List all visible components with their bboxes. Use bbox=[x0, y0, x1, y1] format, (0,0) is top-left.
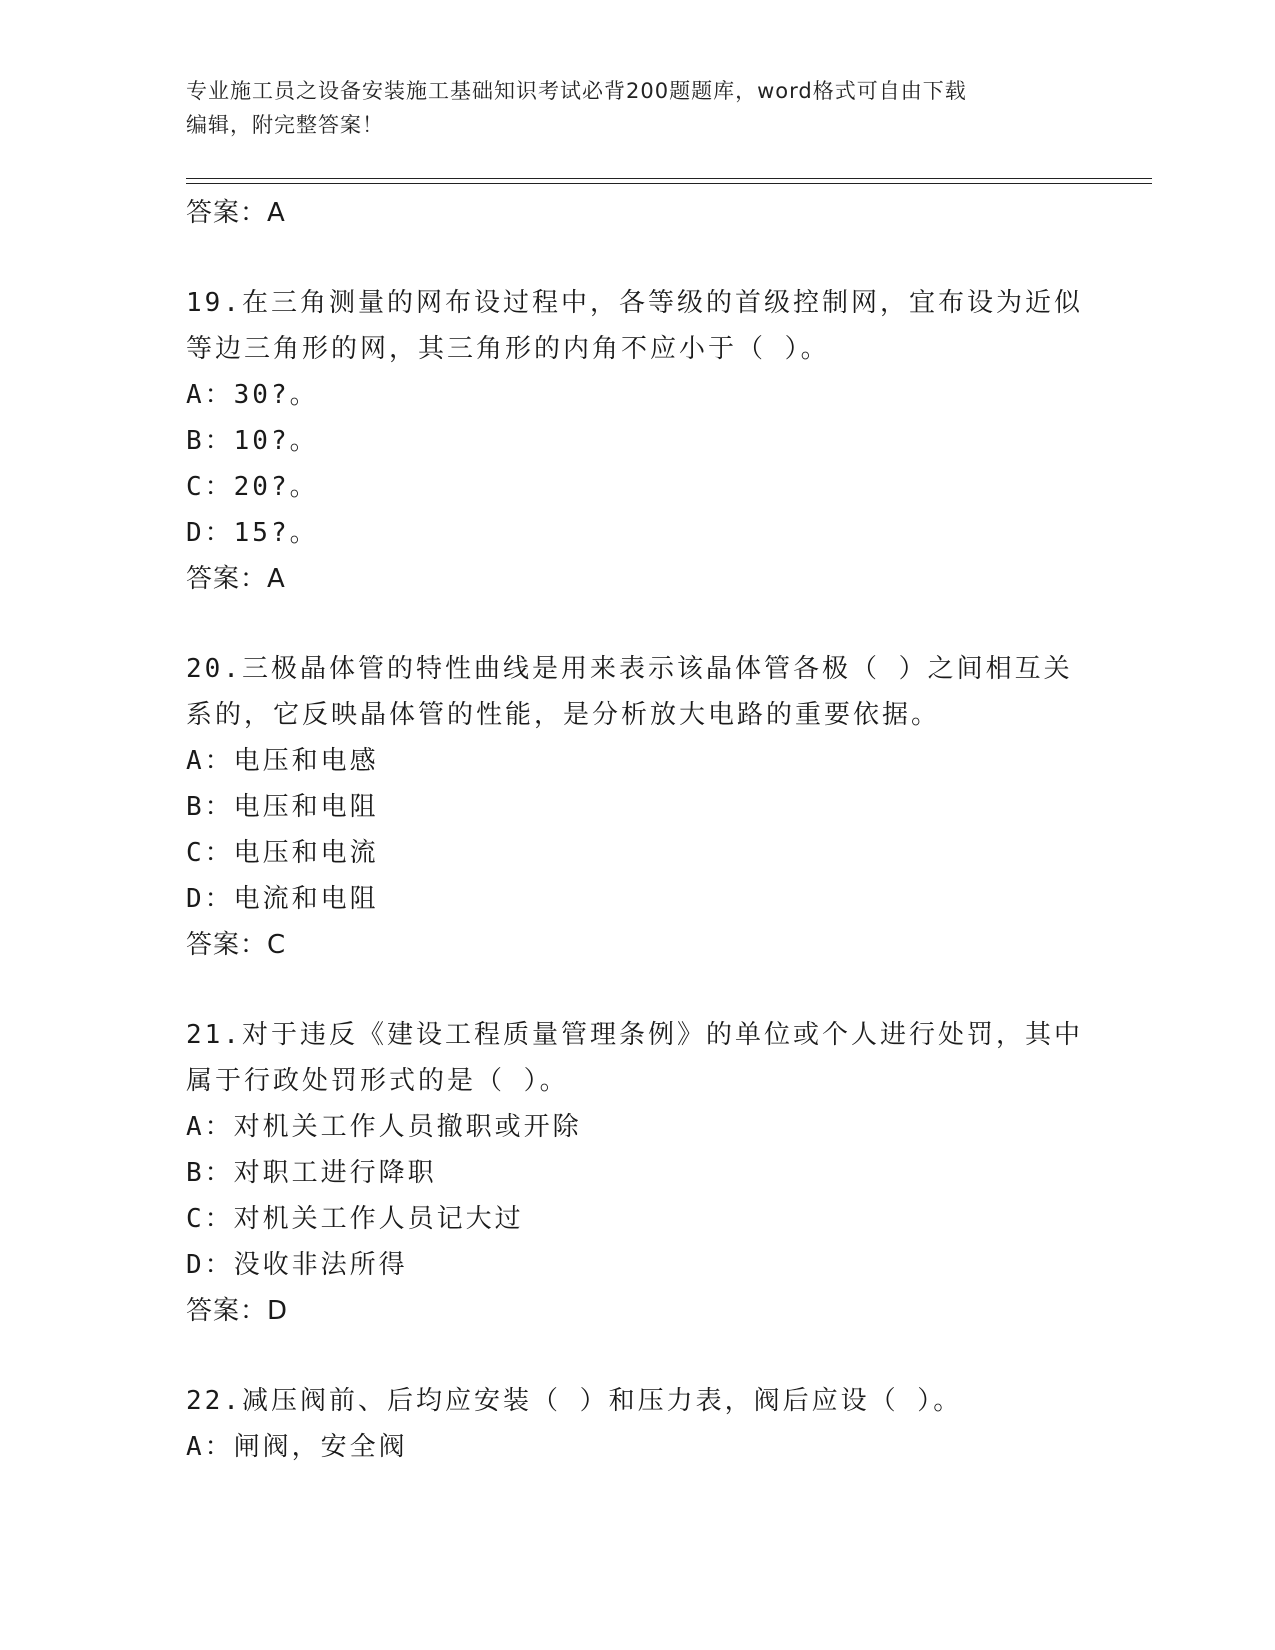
question-text: 等边三角形的网，其三角形的内角不应小于（ ）。 bbox=[186, 334, 830, 364]
question-19 bbox=[186, 280, 1086, 602]
option-b: B：对职工进行降职 bbox=[186, 1158, 437, 1188]
answer-18: 答案：A bbox=[186, 198, 286, 228]
option-a: A：对机关工作人员撤职或开除 bbox=[186, 1112, 582, 1142]
question-text: 系的，它反映晶体管的性能，是分析放大电路的重要依据。 bbox=[186, 700, 941, 730]
option-c: C：20?。 bbox=[186, 472, 319, 502]
page-header bbox=[186, 74, 1066, 142]
option-a: A：30?。 bbox=[186, 380, 319, 410]
question-21 bbox=[186, 1012, 1086, 1334]
answer: 答案：C bbox=[186, 930, 287, 960]
option-b: B：电压和电阻 bbox=[186, 792, 379, 822]
answer: 答案：D bbox=[186, 1296, 289, 1326]
option-a: A：闸阀，安全阀 bbox=[186, 1432, 408, 1462]
question-text: 属于行政处罚形式的是（ ）。 bbox=[186, 1066, 569, 1096]
option-d: D：没收非法所得 bbox=[186, 1250, 408, 1280]
question-20 bbox=[186, 646, 1086, 968]
answer: 答案：A bbox=[186, 564, 286, 594]
option-b: B：10?。 bbox=[186, 426, 319, 456]
spacer bbox=[186, 236, 1086, 280]
header-divider-bottom bbox=[186, 183, 1152, 184]
question-text: 21.对于违反《建设工程质量管理条例》的单位或个人进行处罚，其中 bbox=[186, 1020, 1083, 1050]
option-a: A：电压和电感 bbox=[186, 746, 379, 776]
spacer bbox=[186, 968, 1086, 1012]
option-c: C：电压和电流 bbox=[186, 838, 379, 868]
question-text: 20.三极晶体管的特性曲线是用来表示该晶体管各极（ ）之间相互关 bbox=[186, 654, 1073, 684]
header-divider-top bbox=[186, 178, 1152, 179]
option-c: C：对机关工作人员记大过 bbox=[186, 1204, 524, 1234]
question-22 bbox=[186, 1378, 1086, 1470]
option-d: D：15?。 bbox=[186, 518, 319, 548]
option-d: D：电流和电阻 bbox=[186, 884, 379, 914]
question-list bbox=[186, 190, 1086, 1470]
spacer bbox=[186, 602, 1086, 646]
header-line-2: 编辑，附完整答案！ bbox=[186, 113, 384, 137]
spacer bbox=[186, 1334, 1086, 1378]
question-text: 22.减压阀前、后均应安装（ ）和压力表，阀后应设（ ）。 bbox=[186, 1386, 963, 1416]
question-text: 19.在三角测量的网布设过程中，各等级的首级控制网，宜布设为近似 bbox=[186, 288, 1083, 318]
header-line-1: 专业施工员之设备安装施工基础知识考试必背200题题库，word格式可自由下载 bbox=[186, 79, 967, 103]
